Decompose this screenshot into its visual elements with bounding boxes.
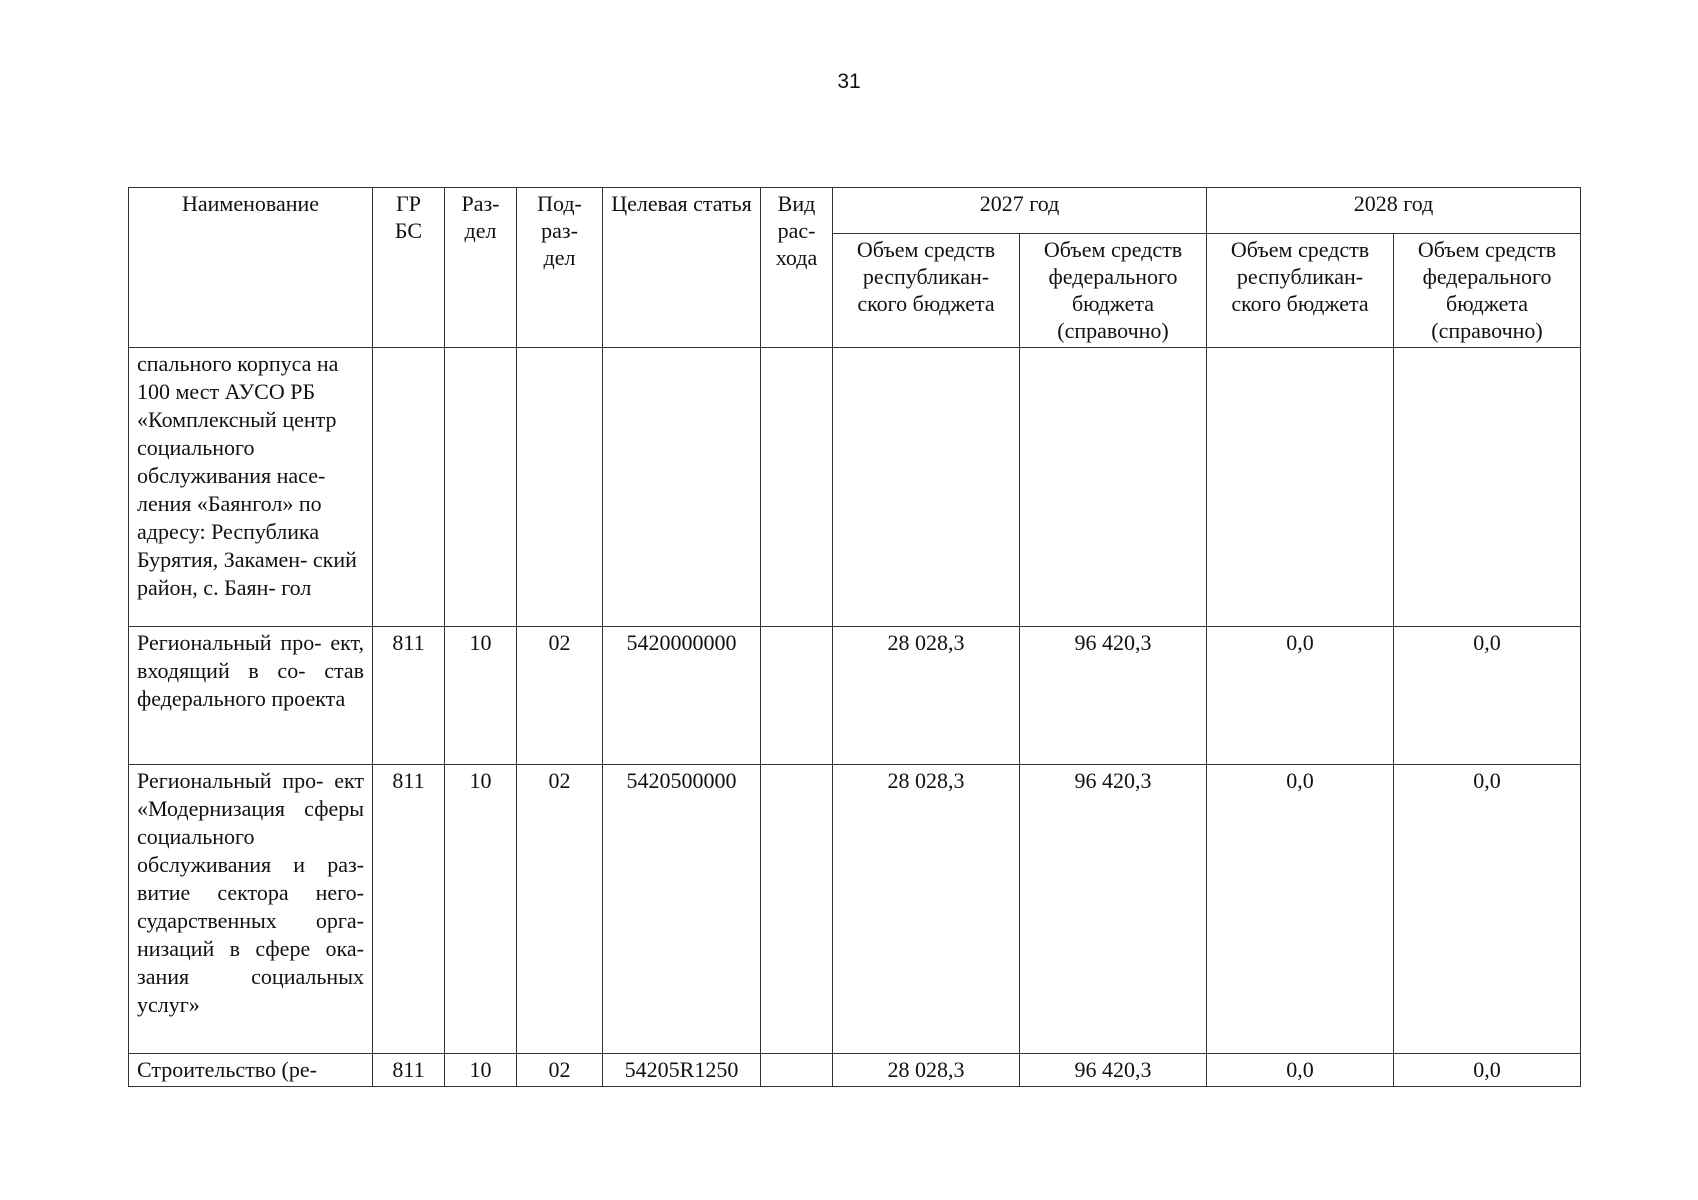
- row-rep-2028: 0,0: [1207, 765, 1394, 1054]
- row-podrazdel: 02: [517, 765, 603, 1054]
- row-rep-2027: 28 028,3: [833, 1054, 1020, 1087]
- row-target: [603, 348, 761, 627]
- row-fed-2028: 0,0: [1394, 765, 1581, 1054]
- header-podrazdel: Под- раз- дел: [517, 188, 603, 348]
- row-rep-2027: 28 028,3: [833, 765, 1020, 1054]
- row-grbs: 811: [373, 627, 445, 765]
- table-row: [129, 348, 1581, 627]
- table-row: [129, 765, 1581, 1054]
- row-vid: [761, 627, 833, 765]
- row-name: спального корпуса на 100 мест АУСО РБ «Комплексный центр социального обслуживания насе- ления «Баянгол» по адресу: Республика Бурятия, Закамен- ский район, с. Баян- гол: [129, 348, 373, 627]
- row-vid: [761, 1054, 833, 1087]
- table-row: [129, 627, 1581, 765]
- row-vid: [761, 765, 833, 1054]
- row-rep-2028: 0,0: [1207, 627, 1394, 765]
- header-fed-budget-2028: Объем средств федерального бюджета (справочно): [1394, 234, 1581, 348]
- row-fed-2027: 96 420,3: [1020, 627, 1207, 765]
- row-fed-2028: 0,0: [1394, 1054, 1581, 1087]
- row-name: Региональный про- ект, входящий в со- став федерального проекта: [129, 627, 373, 765]
- header-rep-budget-2028: Объем средств республикан- ского бюджета: [1207, 234, 1394, 348]
- row-name: Строительство (ре-: [129, 1054, 373, 1087]
- header-grbs: ГР БС: [373, 188, 445, 348]
- row-fed-2028: [1394, 348, 1581, 627]
- row-fed-2027: 96 420,3: [1020, 1054, 1207, 1087]
- row-razdel: 10: [445, 765, 517, 1054]
- header-year-2027: 2027 год: [833, 188, 1207, 234]
- header-fed-budget-2027: Объем средств федерального бюджета (справочно): [1020, 234, 1207, 348]
- row-razdel: [445, 348, 517, 627]
- header-year-2028: 2028 год: [1207, 188, 1581, 234]
- row-target: 5420000000: [603, 627, 761, 765]
- row-razdel: 10: [445, 1054, 517, 1087]
- row-vid: [761, 348, 833, 627]
- row-razdel: 10: [445, 627, 517, 765]
- row-grbs: 811: [373, 1054, 445, 1087]
- header-row-1: [129, 188, 1581, 234]
- row-rep-2027: [833, 348, 1020, 627]
- header-expense-type: Вид рас- хода: [761, 188, 833, 348]
- row-rep-2028: 0,0: [1207, 1054, 1394, 1087]
- page-number: 31: [837, 70, 861, 93]
- header-target-article: Целевая статья: [603, 188, 761, 348]
- row-podrazdel: [517, 348, 603, 627]
- row-fed-2027: 96 420,3: [1020, 765, 1207, 1054]
- header-razdel: Раз- дел: [445, 188, 517, 348]
- row-target: 54205R1250: [603, 1054, 761, 1087]
- table-row: [129, 1054, 1581, 1087]
- budget-table: [128, 187, 1581, 1087]
- row-podrazdel: 02: [517, 627, 603, 765]
- row-rep-2028: [1207, 348, 1394, 627]
- row-fed-2027: [1020, 348, 1207, 627]
- row-podrazdel: 02: [517, 1054, 603, 1087]
- row-name: Региональный про- ект «Модернизация сферы социального обслуживания и раз- витие сектора него- сударственных орга- низаций в сфере ока- зания социальных услуг»: [129, 765, 373, 1054]
- row-fed-2028: 0,0: [1394, 627, 1581, 765]
- row-rep-2027: 28 028,3: [833, 627, 1020, 765]
- row-grbs: [373, 348, 445, 627]
- header-name: Наименование: [129, 188, 373, 348]
- header-rep-budget-2027: Объем средств республикан- ского бюджета: [833, 234, 1020, 348]
- row-target: 5420500000: [603, 765, 761, 1054]
- row-grbs: 811: [373, 765, 445, 1054]
